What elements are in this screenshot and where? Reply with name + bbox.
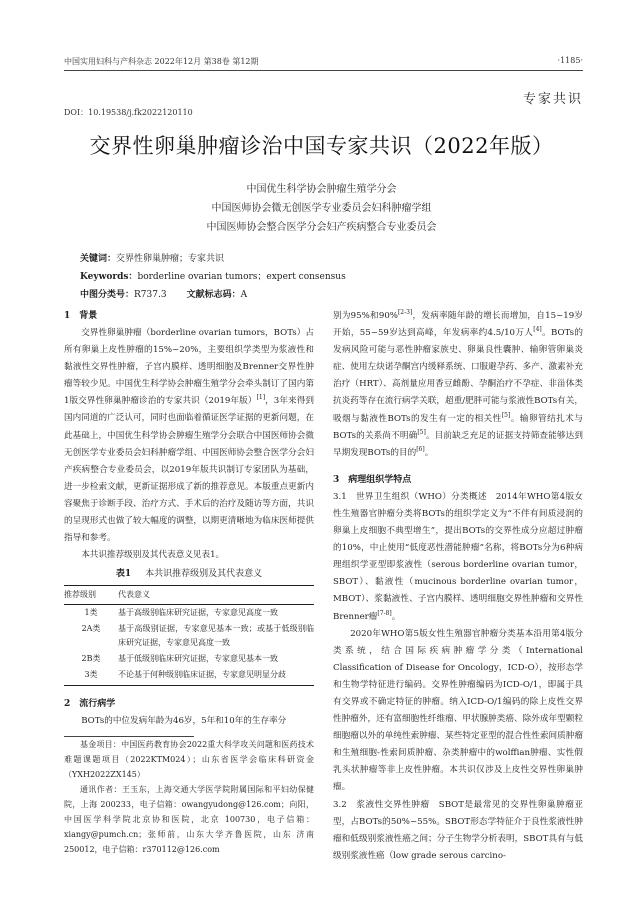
left-column	[64, 308, 314, 857]
paragraph: 3.2 浆液性交界性肿瘤 SBOT是最常见的交界性卵巢肿瘤亚型，占BOTs的50%~55%。SBOT形态学特征介于良性浆液性肿瘤和低级别浆液性癌之间；分子生物学分析表明，SBOT具有与低级别浆液性癌（low grade serous carcino-	[333, 799, 583, 861]
paragraph: 本共识推荐级别及其代表意义见表1。	[81, 550, 225, 561]
paragraph: BOTs的中位发病年龄为46岁，5年和10年的生存率分	[81, 716, 287, 727]
section-heading: 1 背景	[64, 311, 98, 321]
author-list	[0, 180, 643, 237]
keywords-en: Keywords：borderline ovarian tumors；expert consensus	[80, 272, 346, 282]
table-row: 2B类 基于低级别临床研究证据，专家意见基本一致	[81, 654, 278, 664]
header-rule	[64, 70, 583, 71]
classification: 中图分类号：R737.3 文献标志码：A	[80, 290, 248, 300]
section-heading: 2 流行病学	[64, 699, 116, 710]
author-group: 中国优生科学协会肿瘤生殖学分会	[246, 184, 397, 195]
paragraph: 2020年WHO第5版女性生殖器官肿瘤分类基本沿用第4版分类系统，结合国际疾病肿瘤学分类（International Classification of Disease for Oncology，ICD-O），按形态学和生物学特征进行编码。交界性肿瘤编码为ICD-O/1，即属于具有交界或不确定特征的肿瘤。纳入ICD-O/1编码的除上皮性交界性肿瘤外，还有富细胞性纤维瘤、甲状腺肿类癌、除外成年型颗粒细胞瘤以外的单纯性索肿瘤、某些特定亚型的混合性性索间质肿瘤和生殖细胞-性索间质肿瘤、杂类肿瘤中的wolffian肿瘤、实性假乳头状肿瘤等非上皮性肿瘤。本共识仅涉及上皮性交界性卵巢肿瘤。	[333, 628, 583, 793]
journal-issue: 中国实用妇科与产科杂志 2022年12月 第38卷 第12期	[64, 57, 259, 66]
doi: DOI：10.19538/j.fk2022120110	[64, 108, 193, 117]
section-heading: 3 病理组织学特点	[333, 474, 412, 485]
table-caption: 表1 本共识推荐级别及其代表意义	[115, 569, 263, 580]
table-header: 推荐级别	[64, 586, 118, 605]
right-column	[333, 308, 583, 865]
page-number: ·1185·	[557, 56, 583, 65]
running-header	[64, 56, 583, 70]
table-row: 3类 不论基于何种级别临床证据，专家意见明显分歧	[64, 667, 314, 686]
paragraph: 别为95%和90%[2-3]，发病率随年龄的增长而增加，自15~19岁开始，55~59岁达到高峰，年发病率约4.5/10万人[4]。BOTs的发病风险可能与恶性肿瘤家族史、卵巢良性囊肿、输卵管卵巢炎症、使用左炔诺孕酮宫内缓释系统、口服避孕药、多产、激素补充治疗（HRT）、高剂量应用香豆雌酚、孕酮治疗不孕症、非甾体类抗炎药等存在流行病学关联，超重/肥胖可能与浆液性BOTs有关，吸烟与黏液性BOTs的发生有一定的相关性[5]。输卵管结扎术与BOTs的关系尚不明确[5]。目前缺乏充足的证据支持筛查能够达到早期发现BOTs的目的[6]。	[333, 309, 584, 458]
footnotes	[64, 737, 314, 857]
author-group: 中国医师协会整合医学分会妇产疾病整合专业委员会	[206, 222, 437, 233]
section-label: 专家共识	[522, 92, 583, 107]
recommendation-table	[64, 585, 314, 686]
article-meta	[80, 250, 346, 304]
author-group: 中国医师协会微无创医学专业委员会妇科肿瘤学组	[211, 203, 432, 214]
correspondence-note: 通讯作者：王玉东，上海交通大学医学院附属国际和平妇幼保健院，上海 200233，电子信箱：owangyudong@126.com；向阳，中国医学科学院北京协和医院，北京 100730，电子信箱：xiangy@pumch.cn；张师前，山东大学齐鲁医院，山东 济南 250012，电子信箱：r370112@126.com	[64, 785, 314, 855]
keywords-cn: 关键词：交界性卵巢肿瘤；专家共识	[80, 254, 225, 264]
article-title: 交界性卵巢肿瘤诊治中国专家共识（2022年版）	[89, 134, 554, 158]
paragraph: 交界性卵巢肿瘤（borderline ovarian tumors，BOTs）占所有卵巢上皮性肿瘤的15%~20%，主要组织学类型为浆液性和黏液性交界性肿瘤，子宫内膜样、透明细胞及Brenner交界性肿瘤等较少见。中国优生科学协会肿瘤生殖学分会牵头制订了国内第1版交界性卵巢肿瘤诊治的专家共识（2019年版）[1]，3年来得到国内同道的广泛认可，同时也面临着循证医学证据的更新问题，在此基础上，中国优生科学协会肿瘤生殖学分会联合中国医师协会微无创医学专业委员会妇科肿瘤学组、中国医师协会整合医学分会妇产疾病整合专业委员会，以2019年版共识制订专家团队为基础，进一步检索文献，更新证据形成了新的推荐意见。本版重点更新内容聚焦于诊断手段、治疗方式、手术后的治疗及随访等方面，共识的呈现形式也做了较大幅度的调整，以期更清晰地为临床医师提供指导和参考。	[64, 328, 315, 544]
funding-note: 基金项目：中国医药教育协会2022重大科学攻关问题和医药技术难题课题项目（2022KTM024）；山东省医学会临床科研资金（YXH2022ZX145）	[64, 740, 314, 780]
table-row: 2A类 基于高级别证据，专家意见基本一致；或基于低级别临床研究证据，专家意见高度一致	[81, 624, 314, 648]
table-header: 代表意义	[118, 586, 314, 605]
paragraph: 3.1 世界卫生组织（WHO）分类概述 2014年WHO第4版女性生殖器官肿瘤分类将BOTs的组织学定义为“不伴有间质浸润的卵巢上皮细胞不典型增生”，提出BOTs的交界性成分应超过肿瘤的10%，中止使用“低度恶性潜能肿瘤”名称，将BOTs分为6种病理组织学亚型即浆液性（serous borderline ovarian tumor，SBOT）、黏液性（mucinous borderline ovarian tumor，MBOT）、浆黏液性、子宫内膜样、透明细胞交界性肿瘤和交界性Brenner瘤[7-8]。	[333, 491, 583, 622]
table-row: 1类 基于高级别临床研究证据，专家意见高度一致	[84, 608, 278, 618]
